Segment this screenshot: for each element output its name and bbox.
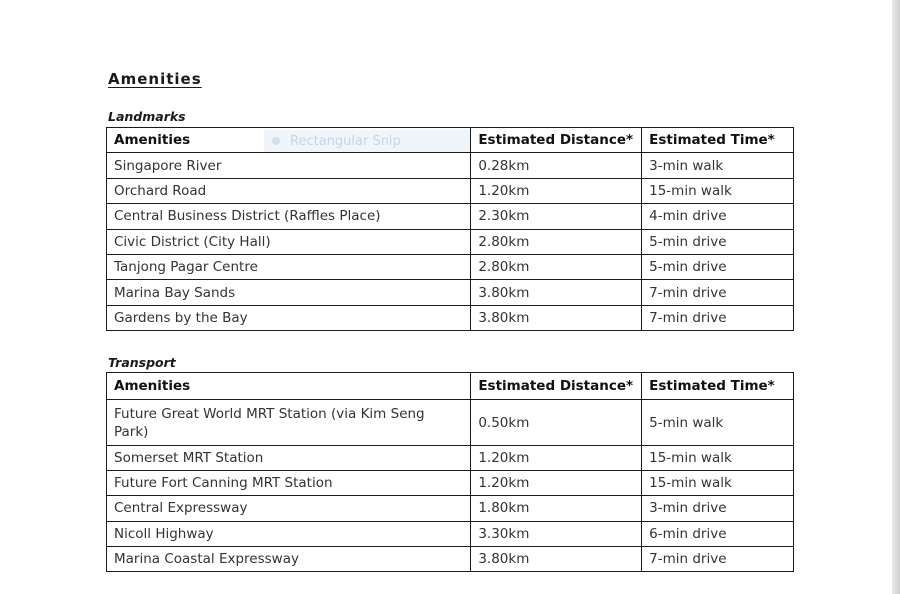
table-row — [107, 471, 794, 496]
amenity-cell: Orchard Road — [107, 178, 471, 203]
landmarks-label: Landmarks — [108, 109, 186, 124]
header-amenities: Amenities — [107, 128, 471, 153]
amenity-cell: Gardens by the Bay — [107, 305, 471, 330]
table-row — [107, 153, 794, 178]
table-header-row — [107, 373, 794, 400]
table-row — [107, 400, 794, 446]
amenity-cell: Somerset MRT Station — [107, 446, 471, 471]
table-row — [107, 280, 794, 305]
amenity-cell: Central Business District (Raffles Place) — [107, 204, 471, 229]
table-row — [107, 446, 794, 471]
time-cell: 3-min walk — [642, 153, 794, 178]
time-cell: 7-min drive — [642, 546, 794, 571]
time-cell: 6-min drive — [642, 521, 794, 546]
header-distance: Estimated Distance* — [471, 128, 642, 153]
time-cell: 4-min drive — [642, 204, 794, 229]
time-cell: 15-min walk — [642, 446, 794, 471]
landmarks-table — [106, 127, 794, 331]
distance-cell: 3.30km — [471, 521, 642, 546]
distance-cell: 1.20km — [471, 446, 642, 471]
time-cell: 3-min drive — [642, 496, 794, 521]
header-time: Estimated Time* — [642, 128, 794, 153]
table-row — [107, 178, 794, 203]
table-row — [107, 496, 794, 521]
time-cell: 5-min walk — [642, 400, 794, 446]
distance-cell: 2.80km — [471, 254, 642, 279]
page-edge — [892, 0, 900, 594]
time-cell: 7-min drive — [642, 280, 794, 305]
amenity-cell: Marina Coastal Expressway — [107, 546, 471, 571]
page-heading: Amenities — [108, 70, 202, 88]
amenity-cell: Civic District (City Hall) — [107, 229, 471, 254]
header-distance: Estimated Distance* — [471, 373, 642, 400]
amenity-cell: Singapore River — [107, 153, 471, 178]
amenity-cell: Future Fort Canning MRT Station — [107, 471, 471, 496]
amenity-cell: Marina Bay Sands — [107, 280, 471, 305]
table-row — [107, 229, 794, 254]
time-cell: 15-min walk — [642, 471, 794, 496]
amenity-cell: Central Expressway — [107, 496, 471, 521]
distance-cell: 3.80km — [471, 305, 642, 330]
table-row — [107, 254, 794, 279]
header-amenities: Amenities — [107, 373, 471, 400]
amenity-cell: Future Great World MRT Station (via Kim Seng Park) — [107, 400, 471, 446]
time-cell: 7-min drive — [642, 305, 794, 330]
distance-cell: 0.28km — [471, 153, 642, 178]
table-row — [107, 521, 794, 546]
time-cell: 5-min drive — [642, 229, 794, 254]
time-cell: 15-min walk — [642, 178, 794, 203]
transport-label: Transport — [108, 355, 176, 370]
distance-cell: 2.30km — [471, 204, 642, 229]
table-row — [107, 305, 794, 330]
time-cell: 5-min drive — [642, 254, 794, 279]
distance-cell: 1.80km — [471, 496, 642, 521]
distance-cell: 3.80km — [471, 546, 642, 571]
distance-cell: 1.20km — [471, 178, 642, 203]
table-row — [107, 204, 794, 229]
amenity-cell: Tanjong Pagar Centre — [107, 254, 471, 279]
distance-cell: 3.80km — [471, 280, 642, 305]
header-time: Estimated Time* — [642, 373, 794, 400]
table-row — [107, 546, 794, 571]
distance-cell: 1.20km — [471, 471, 642, 496]
snip-label: Rectangular Snip — [290, 133, 401, 149]
table-header-row — [107, 128, 794, 153]
distance-cell: 2.80km — [471, 229, 642, 254]
amenity-cell: Nicoll Highway — [107, 521, 471, 546]
transport-table — [106, 372, 794, 572]
distance-cell: 0.50km — [471, 400, 642, 446]
